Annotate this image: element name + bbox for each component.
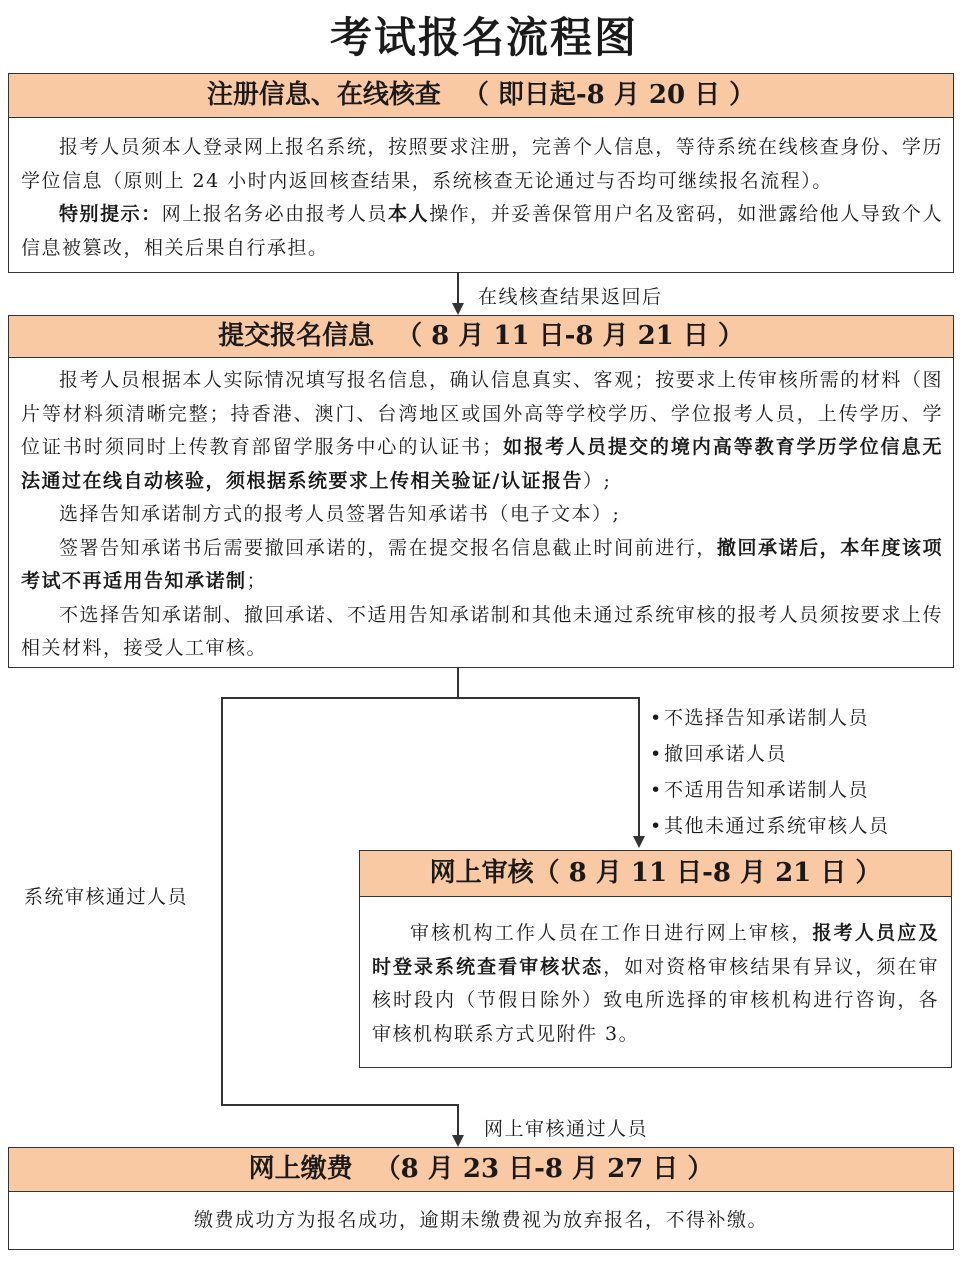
branch-top-line	[221, 697, 640, 699]
step4-paragraph-1: 缴费成功方为报名成功，逾期未缴费视为放弃报名，不得补缴。	[193, 1209, 768, 1231]
step4-header	[8, 1147, 954, 1193]
step4-title: 网上缴费	[248, 1154, 353, 1184]
step1-body	[8, 117, 954, 273]
right-branch-item: • 不选择告知承诺制人员	[650, 700, 890, 736]
step1-period: （ 即日起-8 月 20 日 ）	[462, 80, 756, 110]
step2-body	[8, 357, 954, 668]
arrow3-head	[452, 1135, 464, 1147]
right-branch-item: • 不适用告知承诺制人员	[650, 772, 890, 808]
step3-body	[359, 896, 952, 1068]
step2-period: （ 8 月 11 日-8 月 21 日 ）	[396, 321, 744, 351]
step3-p1-text-b: ，如对资格审核结果有异议，须在审核时段内（节假日除外）致电所选择的审核机构进行咨询，各审核机构联系方式见附件 3。	[372, 955, 939, 1045]
right-branch-item: • 撤回承诺人员	[650, 736, 890, 772]
step3-title: 网上审核	[429, 858, 534, 888]
arrow3-label: 网上审核通过人员	[484, 1118, 649, 1140]
step3-header	[359, 850, 952, 898]
step2-paragraph-2: 选择告知承诺制方式的报考人员签署告知承诺书（电子文本）;	[59, 503, 621, 525]
step2-paragraph-1	[21, 364, 943, 498]
step3-p1-bold: 报考人员应及时登录系统查看审核状态	[372, 922, 939, 978]
step1-header	[8, 73, 954, 119]
step2-header	[8, 315, 954, 359]
step2-paragraph-4: 不选择告知承诺制、撤回承诺、不适用告知承诺制和其他未通过系统审核的报考人员须按要求上传相关材料，接受人工审核。	[21, 603, 943, 659]
right-branch-item: • 其他未通过系统审核人员	[650, 808, 890, 844]
right-branch-arrow-head	[633, 836, 645, 848]
step2-paragraph-3	[21, 532, 943, 599]
step4-body	[8, 1191, 954, 1250]
step1-p2-bold: 本人	[387, 203, 430, 225]
step2-p3-text-a: 签署告知承诺书后需要撤回承诺的，需在提交报名信息截止时间前进行，	[59, 536, 717, 559]
step1-title: 注册信息、在线核查	[206, 80, 441, 110]
arrow1-line	[457, 273, 459, 305]
arrow1-label: 在线核查结果返回后	[478, 286, 663, 308]
step2-p1-text-a: 报考人员根据本人实际情况填写报名信息，确认信息真实、客观；按要求上传审核所需的材料（图片等材料须清晰完整；持香港、澳门、台湾地区或国外高等学校学历、学位报考人员，上传学历、学位证书时须同时上传教育部留学服务中心的认证书；	[21, 369, 943, 458]
step2-p3-bold: 撤回承诺后，本年度该项考试不再适用告知承诺制	[21, 536, 943, 592]
page-title: 考试报名流程图	[329, 13, 638, 62]
merge-bottom-line	[221, 1104, 459, 1106]
step1-p2-text-b: 操作，并妥善保管用户名及密码，如泄露给他人导致个人信息被篡改，相关后果自行承担。	[21, 203, 943, 259]
arrow3-line	[457, 1104, 459, 1137]
special-notice-label: 特别提示：	[59, 203, 162, 225]
step2-title: 提交报名信息	[218, 321, 375, 351]
step1-paragraph-2	[21, 198, 943, 265]
left-branch-line	[221, 697, 223, 1105]
right-branch-line	[638, 697, 640, 837]
step3-p1-text-a: 审核机构工作人员在工作日进行网上审核，	[410, 922, 813, 944]
step2-p1-bold: 如报考人员提交的境内高等教育学历学位信息无法通过在线自动核验，须根据系统要求上传相关验证/认证报告	[21, 436, 943, 492]
right-branch-list	[650, 700, 890, 844]
step2-p3-text-b: ；	[246, 570, 268, 592]
arrow1-head	[452, 303, 464, 315]
step3-paragraph-1	[372, 917, 939, 1051]
step2-p1-text-b: ）;	[582, 469, 612, 492]
branch-stem-line	[457, 668, 459, 698]
step1-paragraph-1: 报考人员须本人登录网上报名系统，按照要求注册，完善个人信息，等待系统在线核查身份、学历学位信息（原则上 24 小时内返回核查结果，系统核查无论通过与否均可继续报名流程）。	[21, 136, 943, 192]
left-branch-label: 系统审核通过人员	[24, 886, 189, 908]
step1-p2-text-a: 网上报名务必由报考人员	[161, 203, 388, 225]
step4-period: （8 月 23 日-8 月 27 日 ）	[374, 1154, 714, 1184]
step3-period: （ 8 月 11 日-8 月 21 日 ）	[533, 858, 882, 888]
